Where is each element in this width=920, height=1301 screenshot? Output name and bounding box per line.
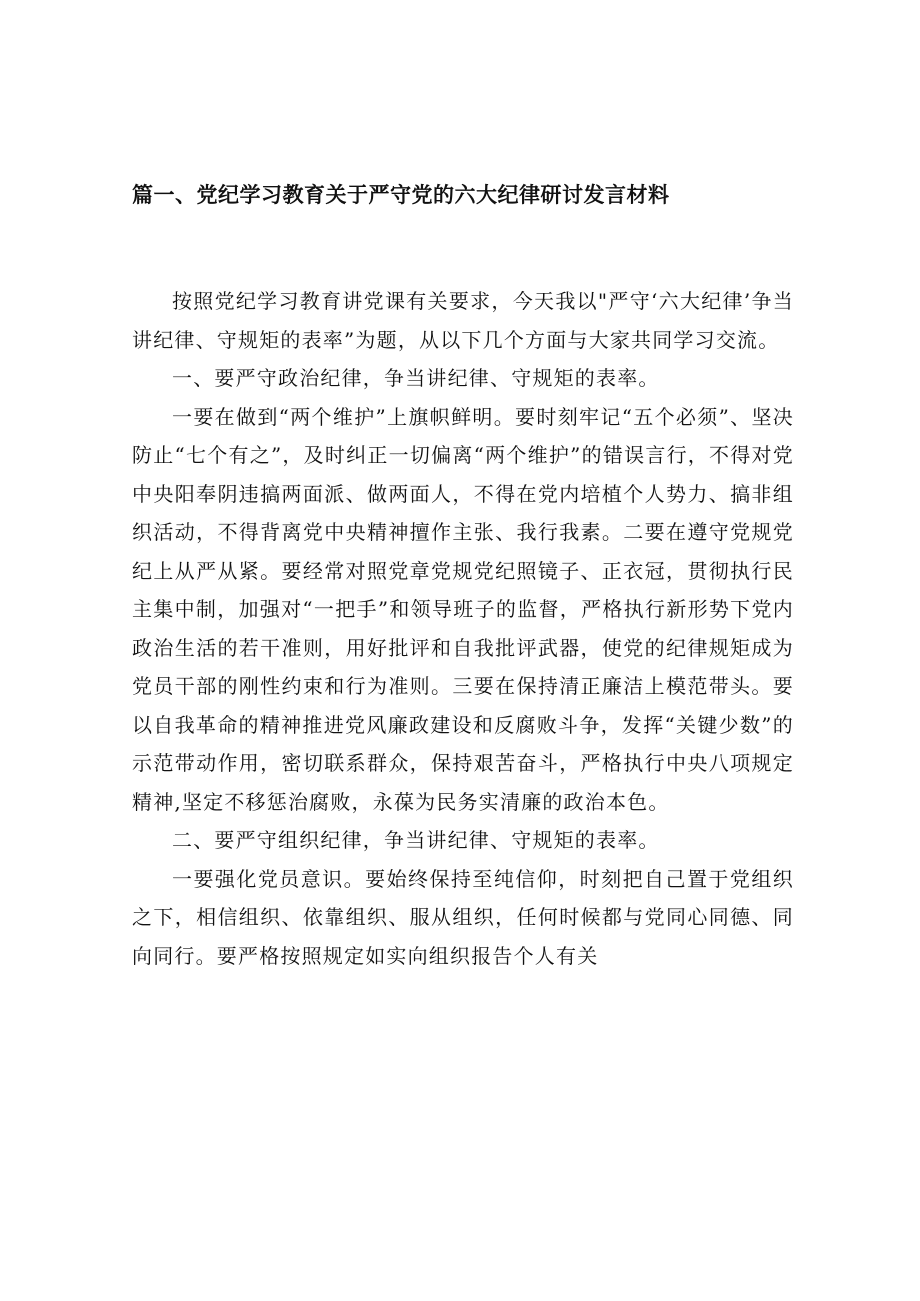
intro-paragraph: 按照党纪学习教育讲党课有关要求，今天我以"严守‘六大纪律’争当讲纪律、守规矩的表率”为题，从以下几个方面与大家共同学习交流。 bbox=[132, 289, 794, 352]
section-heading-organizational-discipline: 二、要严守组织纪律，争当讲纪律、守规矩的表率。 bbox=[172, 828, 660, 852]
organizational-discipline-paragraph: 一要强化党员意识。要始终保持至纯信仰，时刻把自己置于党组织之下，相信组织、依靠组织、服从组织，任何时候都与党同心同德、同向同行。要严格按照规定如实向组织报告个人有关 bbox=[132, 866, 794, 968]
document-body bbox=[132, 282, 794, 975]
section-heading-political-discipline: 一、要严守政治纪律，争当讲纪律、守规矩的表率。 bbox=[172, 366, 660, 390]
document-title: 篇一、党纪学习教育关于严守党的六大纪律研讨发言材料 bbox=[132, 183, 670, 207]
political-discipline-paragraph: 一要在做到“两个维护”上旗帜鲜明。要时刻牢记“五个必须”、坚决防止“七个有之”，及时纠正一切偏离“两个维护”的错误言行，不得对党中央阳奉阴违搞两面派、做两面人，不得在党内培植个人势力、搞非组织活动，不得背离党中央精神擅作主张、我行我素。二要在遵守党规党纪上从严从紧。要经常对照党章党规党纪照镜子、正衣冠，贯彻执行民主集中制，加强对“一把手”和领导班子的监督，严格执行新形势下党内政治生活的若干准则，用好批评和自我批评武器，使党的纪律规矩成为党员干部的刚性约束和行为准则。三要在保持清正廉洁上模范带头。要以自我革命的精神推进党风廉政建设和反腐败斗争，发挥“关键少数”的示范带动作用，密切联系群众，保持艰苦奋斗，严格执行中央八项规定精神,坚定不移惩治腐败，永葆为民务实清廉的政治本色。 bbox=[132, 404, 794, 814]
